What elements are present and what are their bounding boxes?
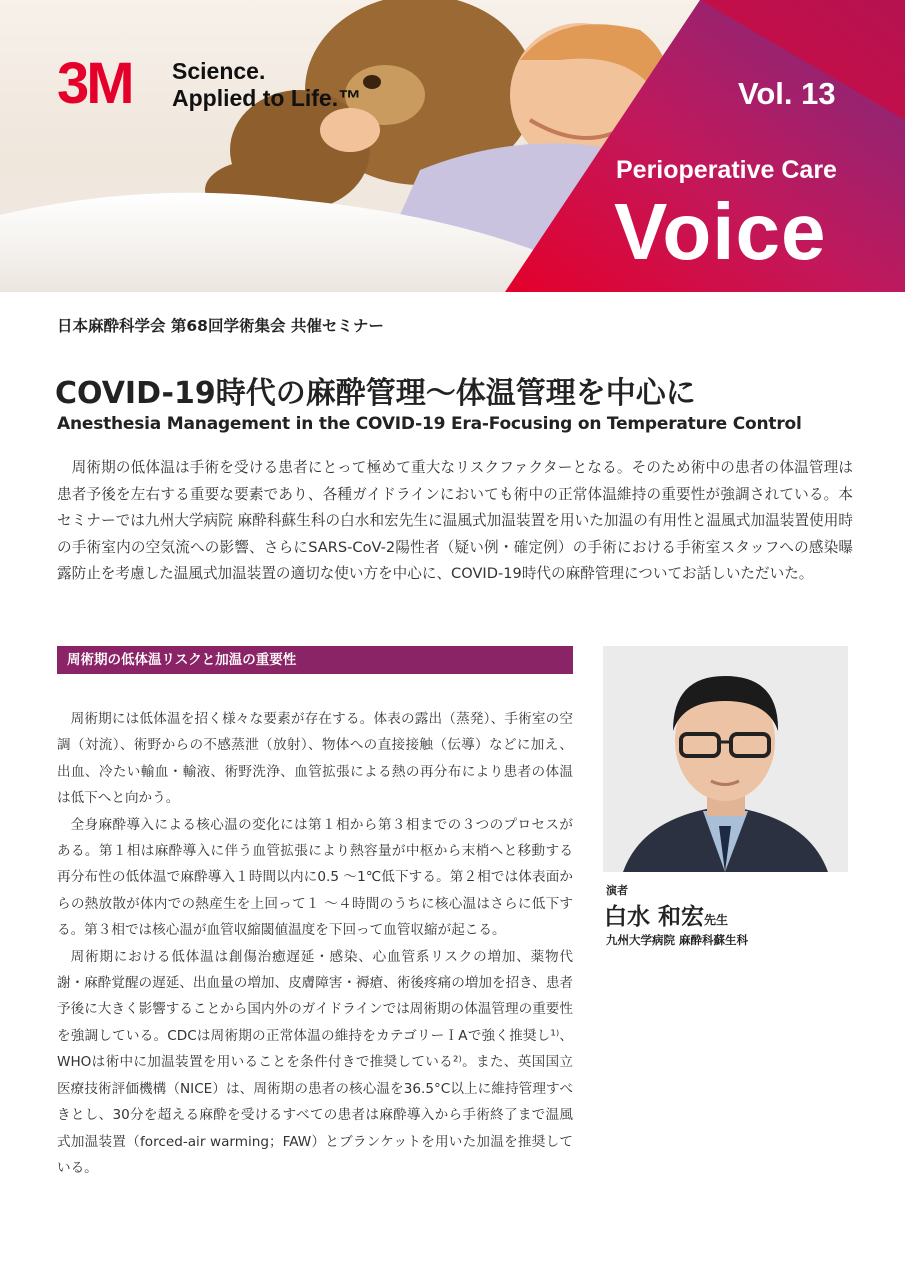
speaker-affiliation: 九州大学病院 麻酔科蘇生科	[606, 933, 749, 947]
speaker-name-block	[604, 898, 728, 931]
hero-banner	[0, 0, 905, 292]
speaker-photo	[603, 646, 848, 872]
series-title: Voice	[614, 187, 827, 276]
body-paragraph: 周術期には低体温を招く様々な要素が存在する。体表の露出（蒸発）、手術室の空調（対流）、術野からの不感蒸泄（放射）、物体への直接接触（伝導）などに加え、出血、冷たい輸血・輸液、術野洗浄、血管拡張による熱の再分布により患者の体温は低下へと向かう。	[57, 711, 573, 807]
page-subtitle-english: Anesthesia Management in the COVID-19 Era-Focusing on Temperature Control	[57, 414, 802, 434]
series-subtitle: Perioperative Care	[616, 156, 837, 184]
body-paragraph: 周術期における低体温は創傷治癒遅延・感染、心血管系リスクの増加、薬物代謝・麻酔覚醒の遅延、出血量の増加、皮膚障害・褥瘡、術後疼痛の増加を招き、患者予後に大きく影響することから国内外のガイドラインでは周術期の体温管理の重要性を強調している。CDCは周術期の正常体温の維持をカテゴリーＩAで強く推奨し¹⁾、WHOは術中に加温装置を用いることを条件付きで推奨している²⁾。また、英国国立医療技術評価機構（NICE）は、周術期の患者の核心温を36.5°C以上に維持管理すべきとし、30分を超える麻酔を受けるすべての患者は麻酔導入から手術終了まで温風式加温装置（forced-air warming；FAW）とブランケットを用いた加温を推奨している。	[57, 948, 574, 1176]
body-paragraph: 全身麻酔導入による核心温の変化には第１相から第３相までの３つのプロセスがある。第１相は麻酔導入に伴う血管拡張により熱容量が中枢から末梢へと移動する再分布性の低体温で麻酔導入１時間以内に0.5 〜1℃低下する。第２相では体表面からの熱放散が体内での熱産生を上回って１ 〜４時間のうちに核心温はさらに低下する。第３相では核心温が血管収縮閾値温度を下回って血管収縮が起こる。	[57, 816, 573, 939]
seminar-label: 日本麻酔科学会 第68回学術集会 共催セミナー	[57, 317, 384, 335]
tagline-line-1: Science.	[172, 58, 266, 84]
speaker-honorific: 先生	[704, 913, 729, 927]
tagline-line-2: Applied to Life.™	[172, 85, 362, 111]
volume-number: Vol. 13	[738, 76, 836, 111]
section-heading: 周術期の低体温リスクと加温の重要性	[57, 646, 573, 674]
page-title: COVID-19時代の麻酔管理〜体温管理を中心に	[55, 376, 696, 411]
brand-logo: 3M	[57, 51, 132, 116]
body-column	[57, 706, 573, 1181]
brand-tagline	[172, 58, 361, 112]
lead-paragraph: 周術期の低体温は手術を受ける患者にとって極めて重大なリスクファクターとなる。そのため術中の患者の体温管理は患者予後を左右する重要な要素であり、各種ガイドラインにおいても術中の正常体温維持の重要性が強調されている。本セミナーでは九州大学病院 麻酔科蘇生科の白水和宏先生に温風式加温装置を用いた加温の有用性と温風式加温装置使用時の手術室内の空気流への影響、さらにSARS-CoV-2陽性者（疑い例・確定例）の手術における手術室スタッフへの感染曝露防止を考慮した温風式加温装置の適切な使い方を中心に、COVID-19時代の麻酔管理についてお話しいただいた。	[57, 459, 853, 582]
speaker-name: 白水 和宏	[604, 904, 705, 930]
speaker-role-label: 演者	[606, 884, 628, 897]
